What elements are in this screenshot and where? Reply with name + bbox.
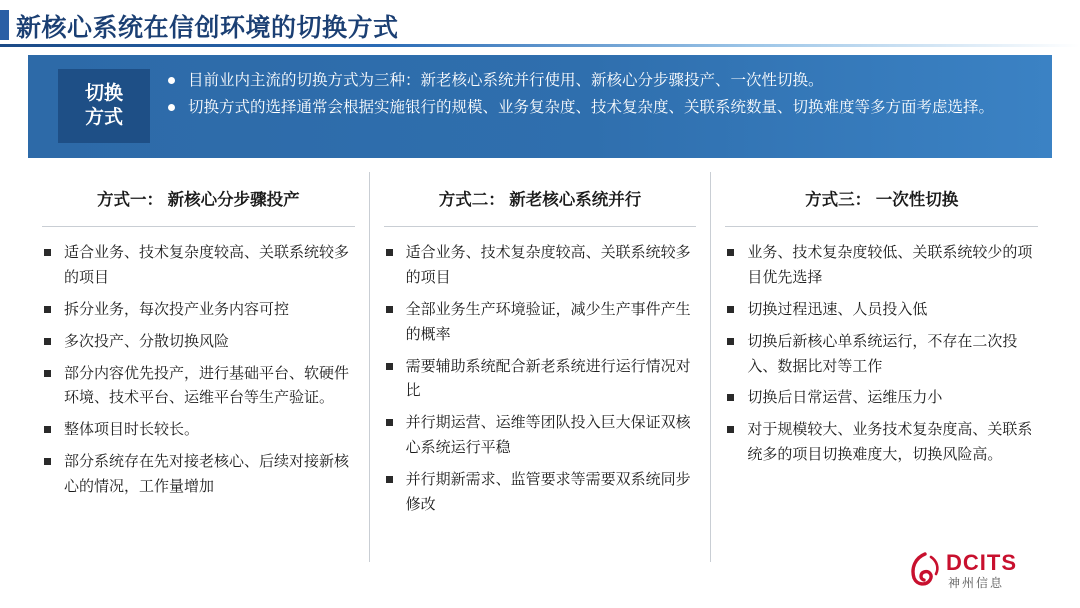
list-item-text: 多次投产、分散切换风险 [64, 332, 230, 350]
banner-list-item [168, 68, 1028, 93]
list-item [725, 386, 1038, 411]
bullet-square-icon [386, 249, 393, 256]
list-item [384, 468, 697, 518]
bullet-square-icon [727, 338, 734, 345]
list-item [725, 298, 1038, 323]
banner-badge-line1: 切换 [84, 83, 123, 105]
list-item [42, 418, 355, 443]
bullet-dot-icon [168, 104, 175, 111]
title-accent-bar [0, 10, 9, 40]
column-method-one [28, 172, 369, 562]
list-item [42, 450, 355, 500]
column-heading: 方式二： 新老核心系统并行 [438, 191, 642, 209]
list-item [42, 241, 355, 291]
summary-banner [28, 55, 1052, 158]
bullet-square-icon [44, 249, 51, 256]
list-item [42, 298, 355, 323]
list-item-text: 适合业务、技术复杂度较高、关联系统较多的项目 [64, 244, 350, 286]
list-item-text: 整体项目时长较长。 [64, 421, 200, 439]
banner-list [168, 68, 1028, 122]
list-item [384, 355, 697, 405]
logo-subtext: 神州信息 [948, 576, 1005, 590]
bullet-square-icon [386, 476, 393, 483]
bullet-square-icon [386, 419, 393, 426]
logo-wordmark: DCITS [946, 550, 1017, 575]
list-item-text: 全部业务生产环境验证，减少生产事件产生的概率 [405, 300, 691, 343]
bullet-square-icon [727, 306, 734, 313]
list-item [725, 241, 1038, 291]
column-heading: 方式一： 新核心分步骤投产 [97, 191, 300, 209]
company-logo [908, 548, 1056, 594]
list-item [725, 330, 1038, 380]
list-item-text: 对于规模较大、业务技术复杂度高、关联系统多的项目切换难度大，切换风险高。 [747, 421, 1033, 464]
bullet-square-icon [44, 426, 51, 433]
column-heading: 方式三： 一次性切换 [805, 191, 959, 209]
columns-container [28, 172, 1052, 562]
bullet-square-icon [727, 426, 734, 433]
slide-title-row [0, 0, 1080, 46]
column-bullet-list [384, 241, 697, 518]
bullet-square-icon [44, 338, 51, 345]
banner-list-item [168, 95, 1028, 120]
bullet-square-icon [386, 306, 393, 313]
swirl-logo-icon [908, 552, 942, 586]
column-divider [42, 226, 355, 227]
banner-item-text: 目前业内主流的切换方式为三种：新老核心系统并行使用、新核心分步骤投产、一次性切换。 [188, 72, 824, 89]
column-bullet-list [725, 241, 1038, 468]
bullet-square-icon [44, 370, 51, 377]
list-item [725, 418, 1038, 468]
bullet-square-icon [386, 363, 393, 370]
list-item-text: 切换后新核心单系统运行，不存在二次投入、数据比对等工作 [747, 332, 1018, 375]
page-title: 新核心系统在信创环境的切换方式 [16, 14, 399, 42]
list-item-text: 部分系统存在先对接老核心、后续对接新核心的情况，工作量增加 [64, 453, 350, 496]
banner-badge [58, 69, 150, 143]
banner-badge-line2: 方式 [84, 107, 123, 128]
list-item-text: 切换过程迅速、人员投入低 [747, 300, 928, 318]
list-item [384, 241, 697, 291]
bullet-square-icon [44, 306, 51, 313]
column-method-two [369, 172, 711, 562]
list-item-text: 并行期运营、运维等团队投入巨大保证双核心系统运行平稳 [405, 414, 691, 457]
list-item-text: 并行期新需求、监管要求等需要双系统同步修改 [405, 471, 691, 514]
column-method-three [710, 172, 1052, 562]
list-item [384, 298, 697, 348]
column-divider [384, 226, 697, 227]
list-item-text: 适合业务、技术复杂度较高、关联系统较多的项目 [405, 244, 691, 286]
list-item [384, 411, 697, 461]
bullet-square-icon [727, 249, 734, 256]
bullet-dot-icon [168, 77, 175, 84]
list-item-text: 切换后日常运营、运维压力小 [747, 389, 943, 407]
list-item [42, 330, 355, 355]
banner-item-text: 切换方式的选择通常会根据实施银行的规模、业务复杂度、技术复杂度、关联系统数量、切换难度等多方面考虑选择。 [188, 99, 995, 117]
bullet-square-icon [727, 394, 734, 401]
column-divider [725, 226, 1038, 227]
list-item-text: 部分内容优先投产，进行基础平台、软硬件环境、技术平台、运维平台等生产验证。 [64, 364, 350, 407]
list-item-text: 拆分业务，每次投产业务内容可控 [64, 300, 290, 318]
title-underline [0, 44, 1080, 47]
list-item-text: 业务、技术复杂度较低、关联系统较少的项目优先选择 [747, 244, 1033, 286]
list-item [42, 362, 355, 412]
bullet-square-icon [44, 458, 51, 465]
list-item-text: 需要辅助系统配合新老系统进行运行情况对比 [405, 357, 691, 400]
column-bullet-list [42, 241, 355, 500]
